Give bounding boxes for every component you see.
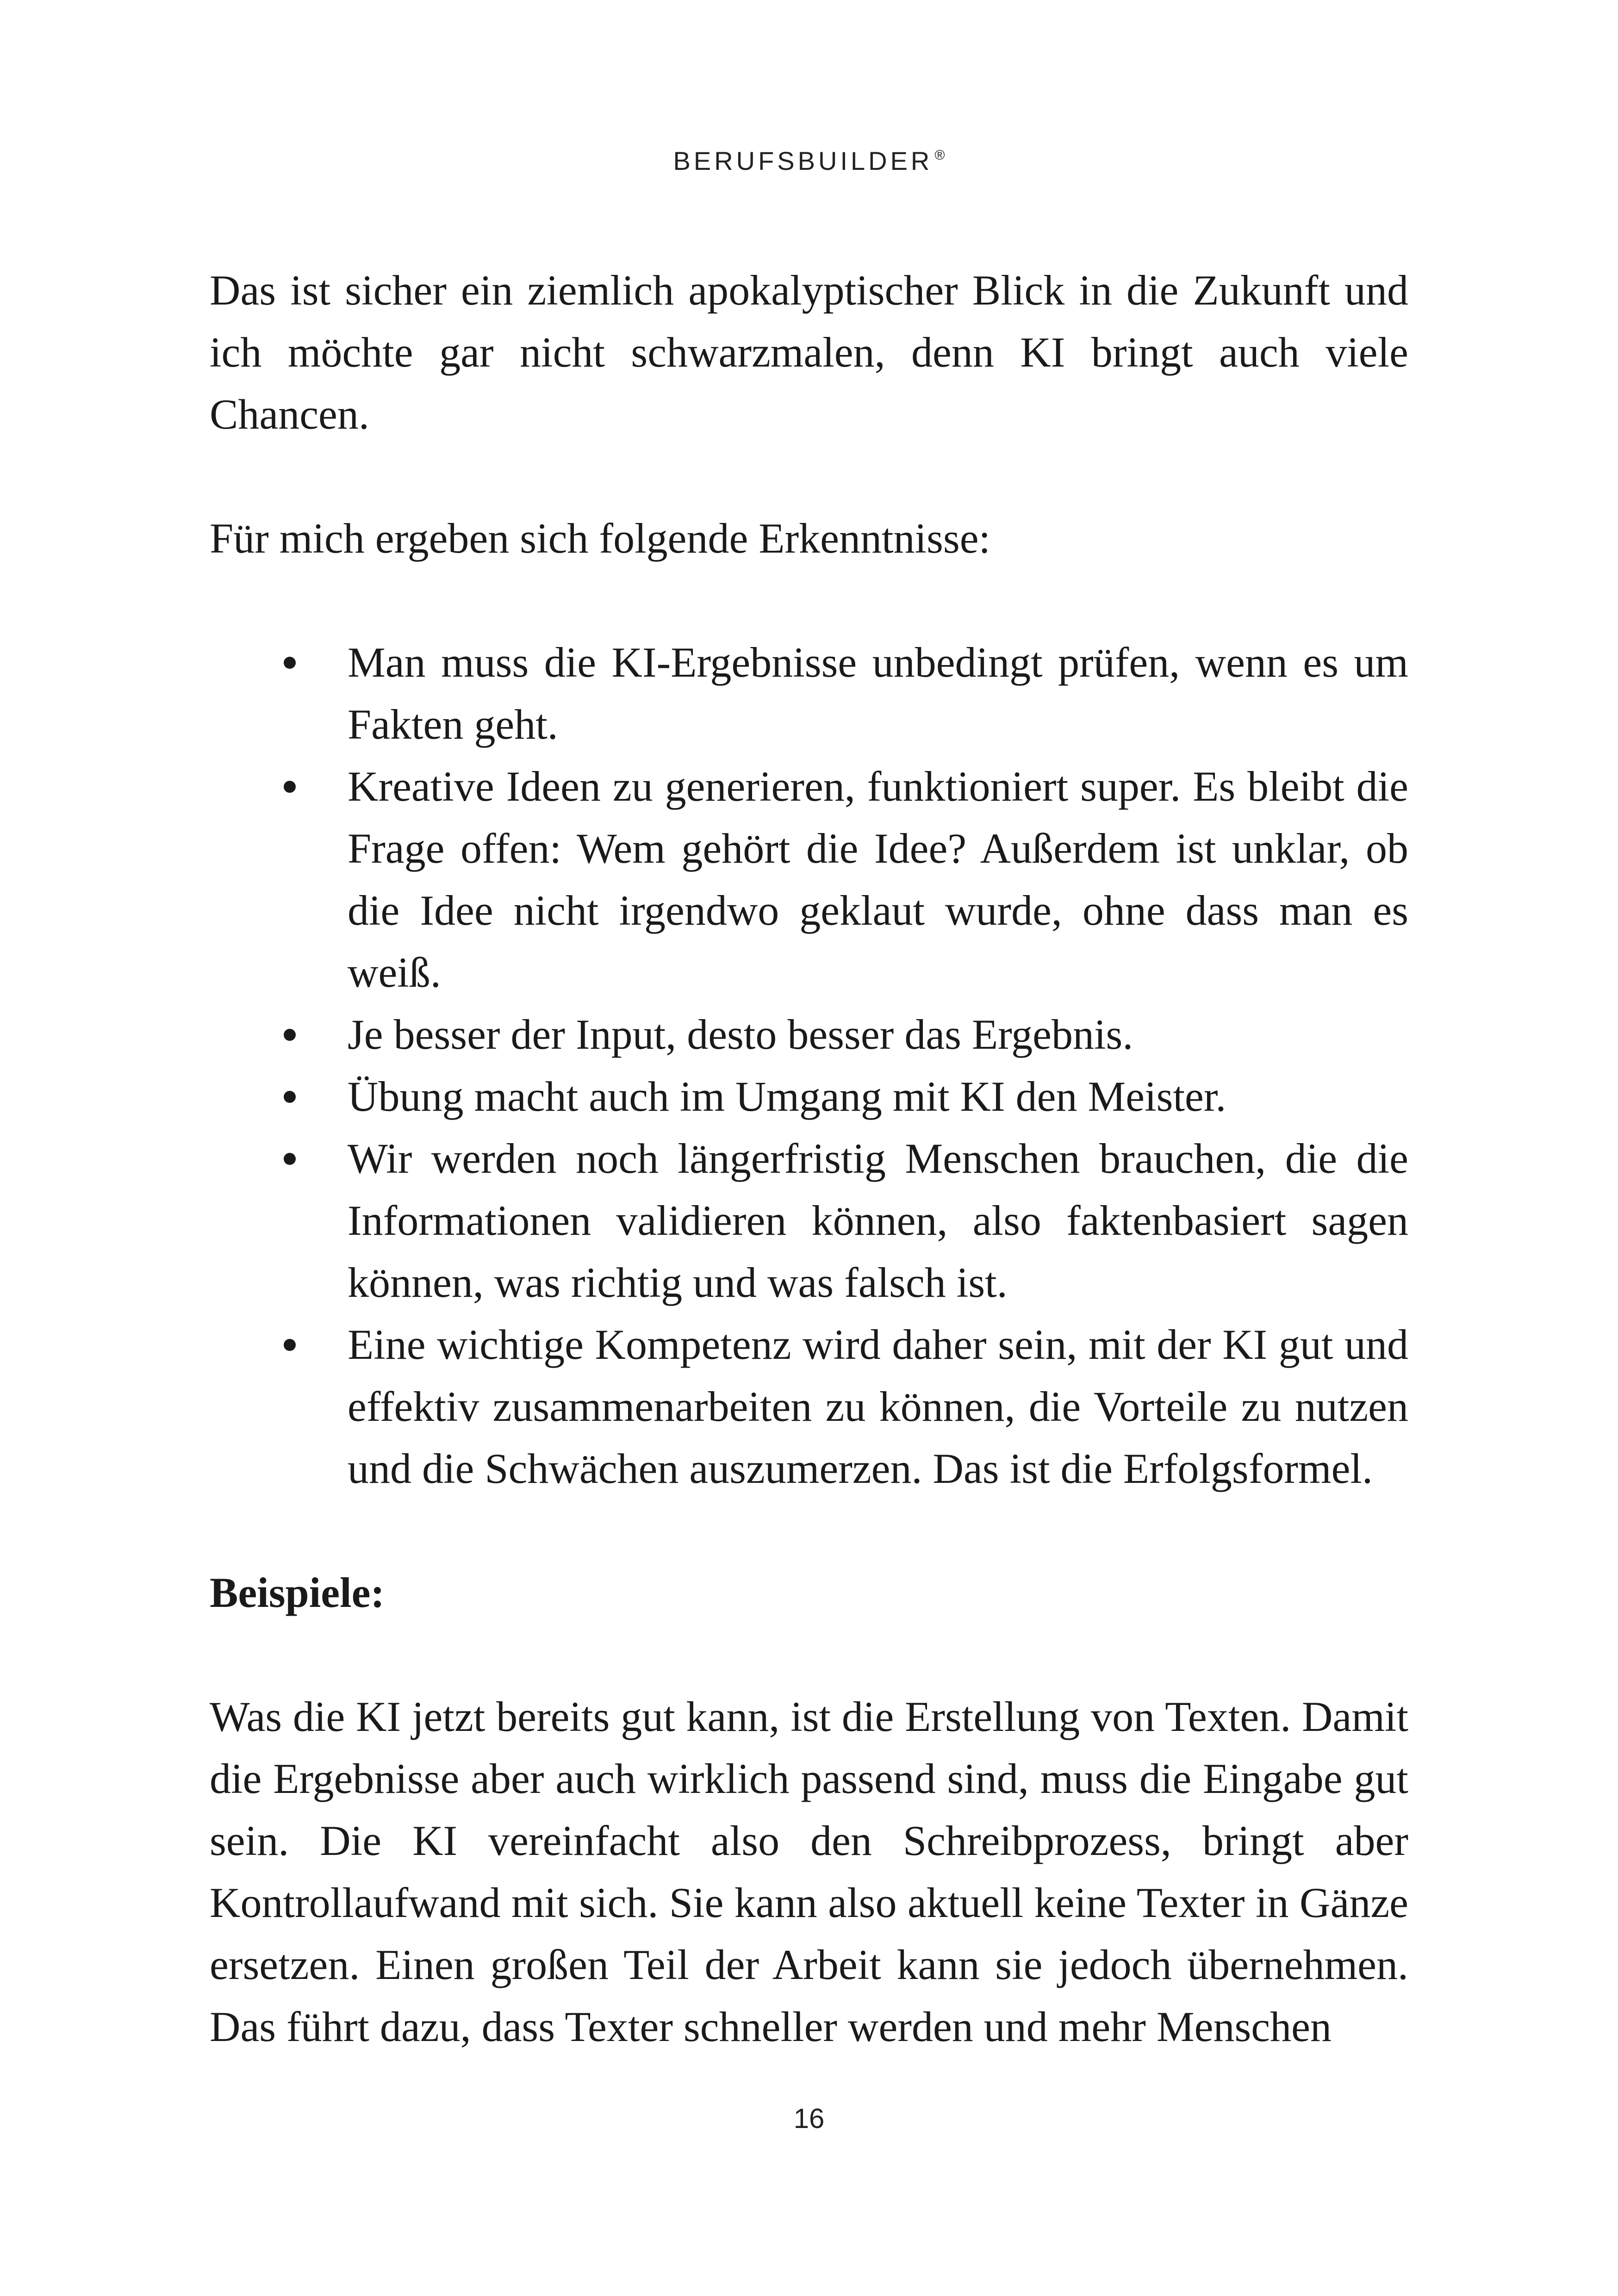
paragraph-findings-intro: Für mich ergeben sich folgende Erkenntnisse: — [210, 515, 991, 562]
list-item-text: Man muss die KI-Ergebnisse unbedingt prüfen, wenn es um Fakten geht. — [348, 639, 1408, 748]
bullet-icon — [284, 781, 296, 793]
running-header — [0, 148, 1618, 174]
page-body — [210, 259, 1408, 2058]
bullet-icon — [284, 657, 296, 669]
list-item — [210, 1127, 1408, 1313]
list-item-text: Wir werden noch längerfristig Menschen brauchen, die die Informationen validieren können, also faktenbasiert sagen können, was richtig und was falsch ist. — [348, 1135, 1408, 1306]
list-item-text: Übung macht auch im Umgang mit KI den Meister. — [348, 1073, 1226, 1120]
paragraph-examples: Was die KI jetzt bereits gut kann, ist die Erstellung von Texten. Damit die Ergebnisse aber auch wirklich passend sind, muss die Eingabe gut sein. Die KI vereinfacht also den Schreibprozess, bringt aber Kontrollaufwand mit sich. Sie kann also aktuell keine Texter in Gänze ersetzen. Einen großen Teil der Arbeit kann sie jedoch übernehmen. Das führt dazu, dass Texter schneller werden und mehr Menschen — [210, 1693, 1408, 2050]
section-heading: Beispiele: — [210, 1569, 385, 1616]
findings-list — [210, 631, 1408, 1500]
bullet-icon — [284, 1339, 296, 1351]
list-item-text: Kreative Ideen zu generieren, funktioniert super. Es bleibt die Frage offen: Wem gehört die Idee? Außerdem ist unklar, ob die Idee nicht irgendwo geklaut wurde, ohne dass man es weiß. — [348, 763, 1408, 996]
list-item — [210, 631, 1408, 755]
list-item-text: Je besser der Input, desto besser das Ergebnis. — [348, 1011, 1133, 1058]
list-item — [210, 1003, 1408, 1065]
bullet-icon — [284, 1029, 296, 1041]
list-item-text: Eine wichtige Kompetenz wird daher sein, mit der KI gut und effektiv zusammenarbeiten zu können, die Vorteile zu nutzen und die Schwächen auszumerzen. Das ist die Erfolgsformel. — [348, 1321, 1408, 1492]
list-item — [210, 1313, 1408, 1500]
page-number: 16 — [793, 2103, 825, 2134]
bullet-icon — [284, 1153, 296, 1165]
list-item — [210, 755, 1408, 1003]
header-title: BERUFSBUILDER — [673, 146, 933, 175]
registered-trademark: ® — [934, 148, 945, 163]
list-item — [210, 1065, 1408, 1127]
bullet-icon — [284, 1091, 296, 1103]
paragraph-intro: Das ist sicher ein ziemlich apokalyptischer Blick in die Zukunft und ich möchte gar nicht schwarzmalen, denn KI bringt auch viele Chancen. — [210, 267, 1408, 438]
